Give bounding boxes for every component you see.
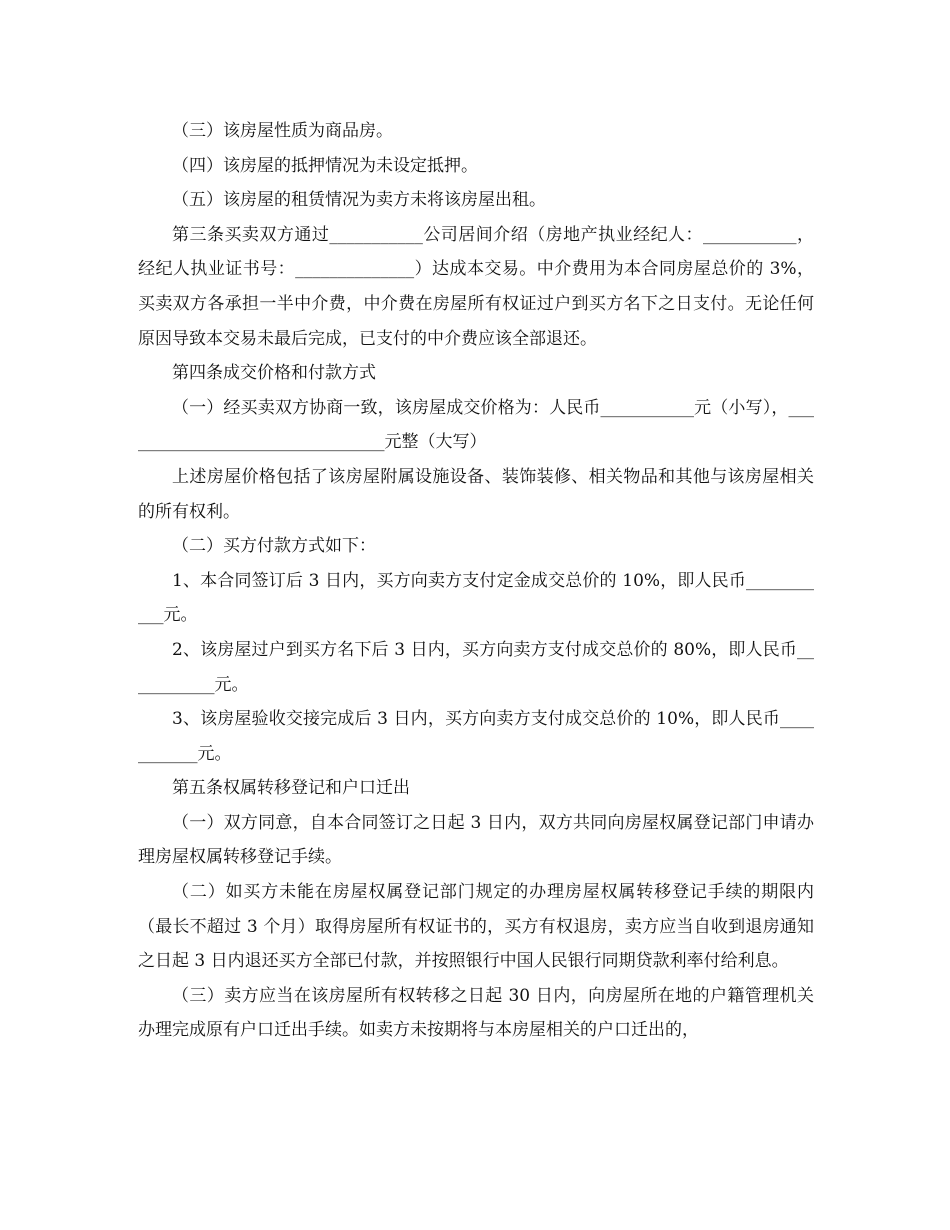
article-5-heading: 第五条权属转移登记和户口迁出 [172,778,410,799]
payment-step-1: 1、本合同签订后 3 日内，买方向卖方支付定金成交总价的 10%，即人民币___________元。 [138,570,814,626]
clause-5-2-refund-terms: （二）如买方未能在房屋权属登记部门规定的办理房屋权属转移登记手续的期限内（最长不超过 3 个月）取得房屋所有权证书的，买方有权退房，卖方应当自收到退房通知之日起 3 日内退还买方全部已付款，并按照银行中国人民银行同期贷款利率付给利息。 [138,882,814,972]
clause-5-1-registration: （一）双方同意，自本合同签订之日起 3 日内，双方共同向房屋权属登记部门申请办理房屋权属转移登记手续。 [138,812,814,868]
payment-step-2: 2、该房屋过户到买方名下后 3 日内，买方向卖方支付成交总价的 80%，即人民币___________元。 [138,639,814,695]
clause-4-1-transaction-price: （一）经买卖双方协商一致，该房屋成交价格为：人民币___________元（小写），________________________________元整（大写） [138,397,814,453]
article-3-agency-fee: 第三条买卖双方通过___________公司居间介绍（房地产执业经纪人：___________，经纪人执业证书号：______________）达成本交易。中介费用为本合同房屋总价的 3%，买卖双方各承担一半中介费，中介费在房屋所有权证过户到买方名下之日支付。无论任何原因导致本交易未最后完成，已支付的中介费应该全部退还。 [138,224,814,349]
article-4-heading: 第四条成交价格和付款方式 [172,363,376,384]
clause-4-2-payment-method: （二）买方付款方式如下： [172,536,376,557]
clause-5-3-household-registration: （三）卖方应当在该房屋所有权转移之日起 30 日内，向房屋所在地的户籍管理机关办理完成原有户口迁出手续。如卖方未按期将与本房屋相关的户口迁出的， [138,985,814,1041]
payment-step-3: 3、该房屋验收交接完成后 3 日内，买方向卖方支付成交总价的 10%，即人民币___________元。 [138,709,814,764]
clause-3-4-mortgage-status: （四）该房屋的抵押情况为未设定抵押。 [172,155,478,176]
clause-3-5-lease-status: （五）该房屋的租赁情况为卖方未将该房屋出租。 [172,190,546,211]
price-inclusion-note: 上述房屋价格包括了该房屋附属设施设备、装饰装修、相关物品和其他与该房屋相关的所有权利。 [138,466,814,522]
document-page [138,114,814,1048]
clause-3-3-property-nature: （三）该房屋性质为商品房。 [172,121,393,141]
